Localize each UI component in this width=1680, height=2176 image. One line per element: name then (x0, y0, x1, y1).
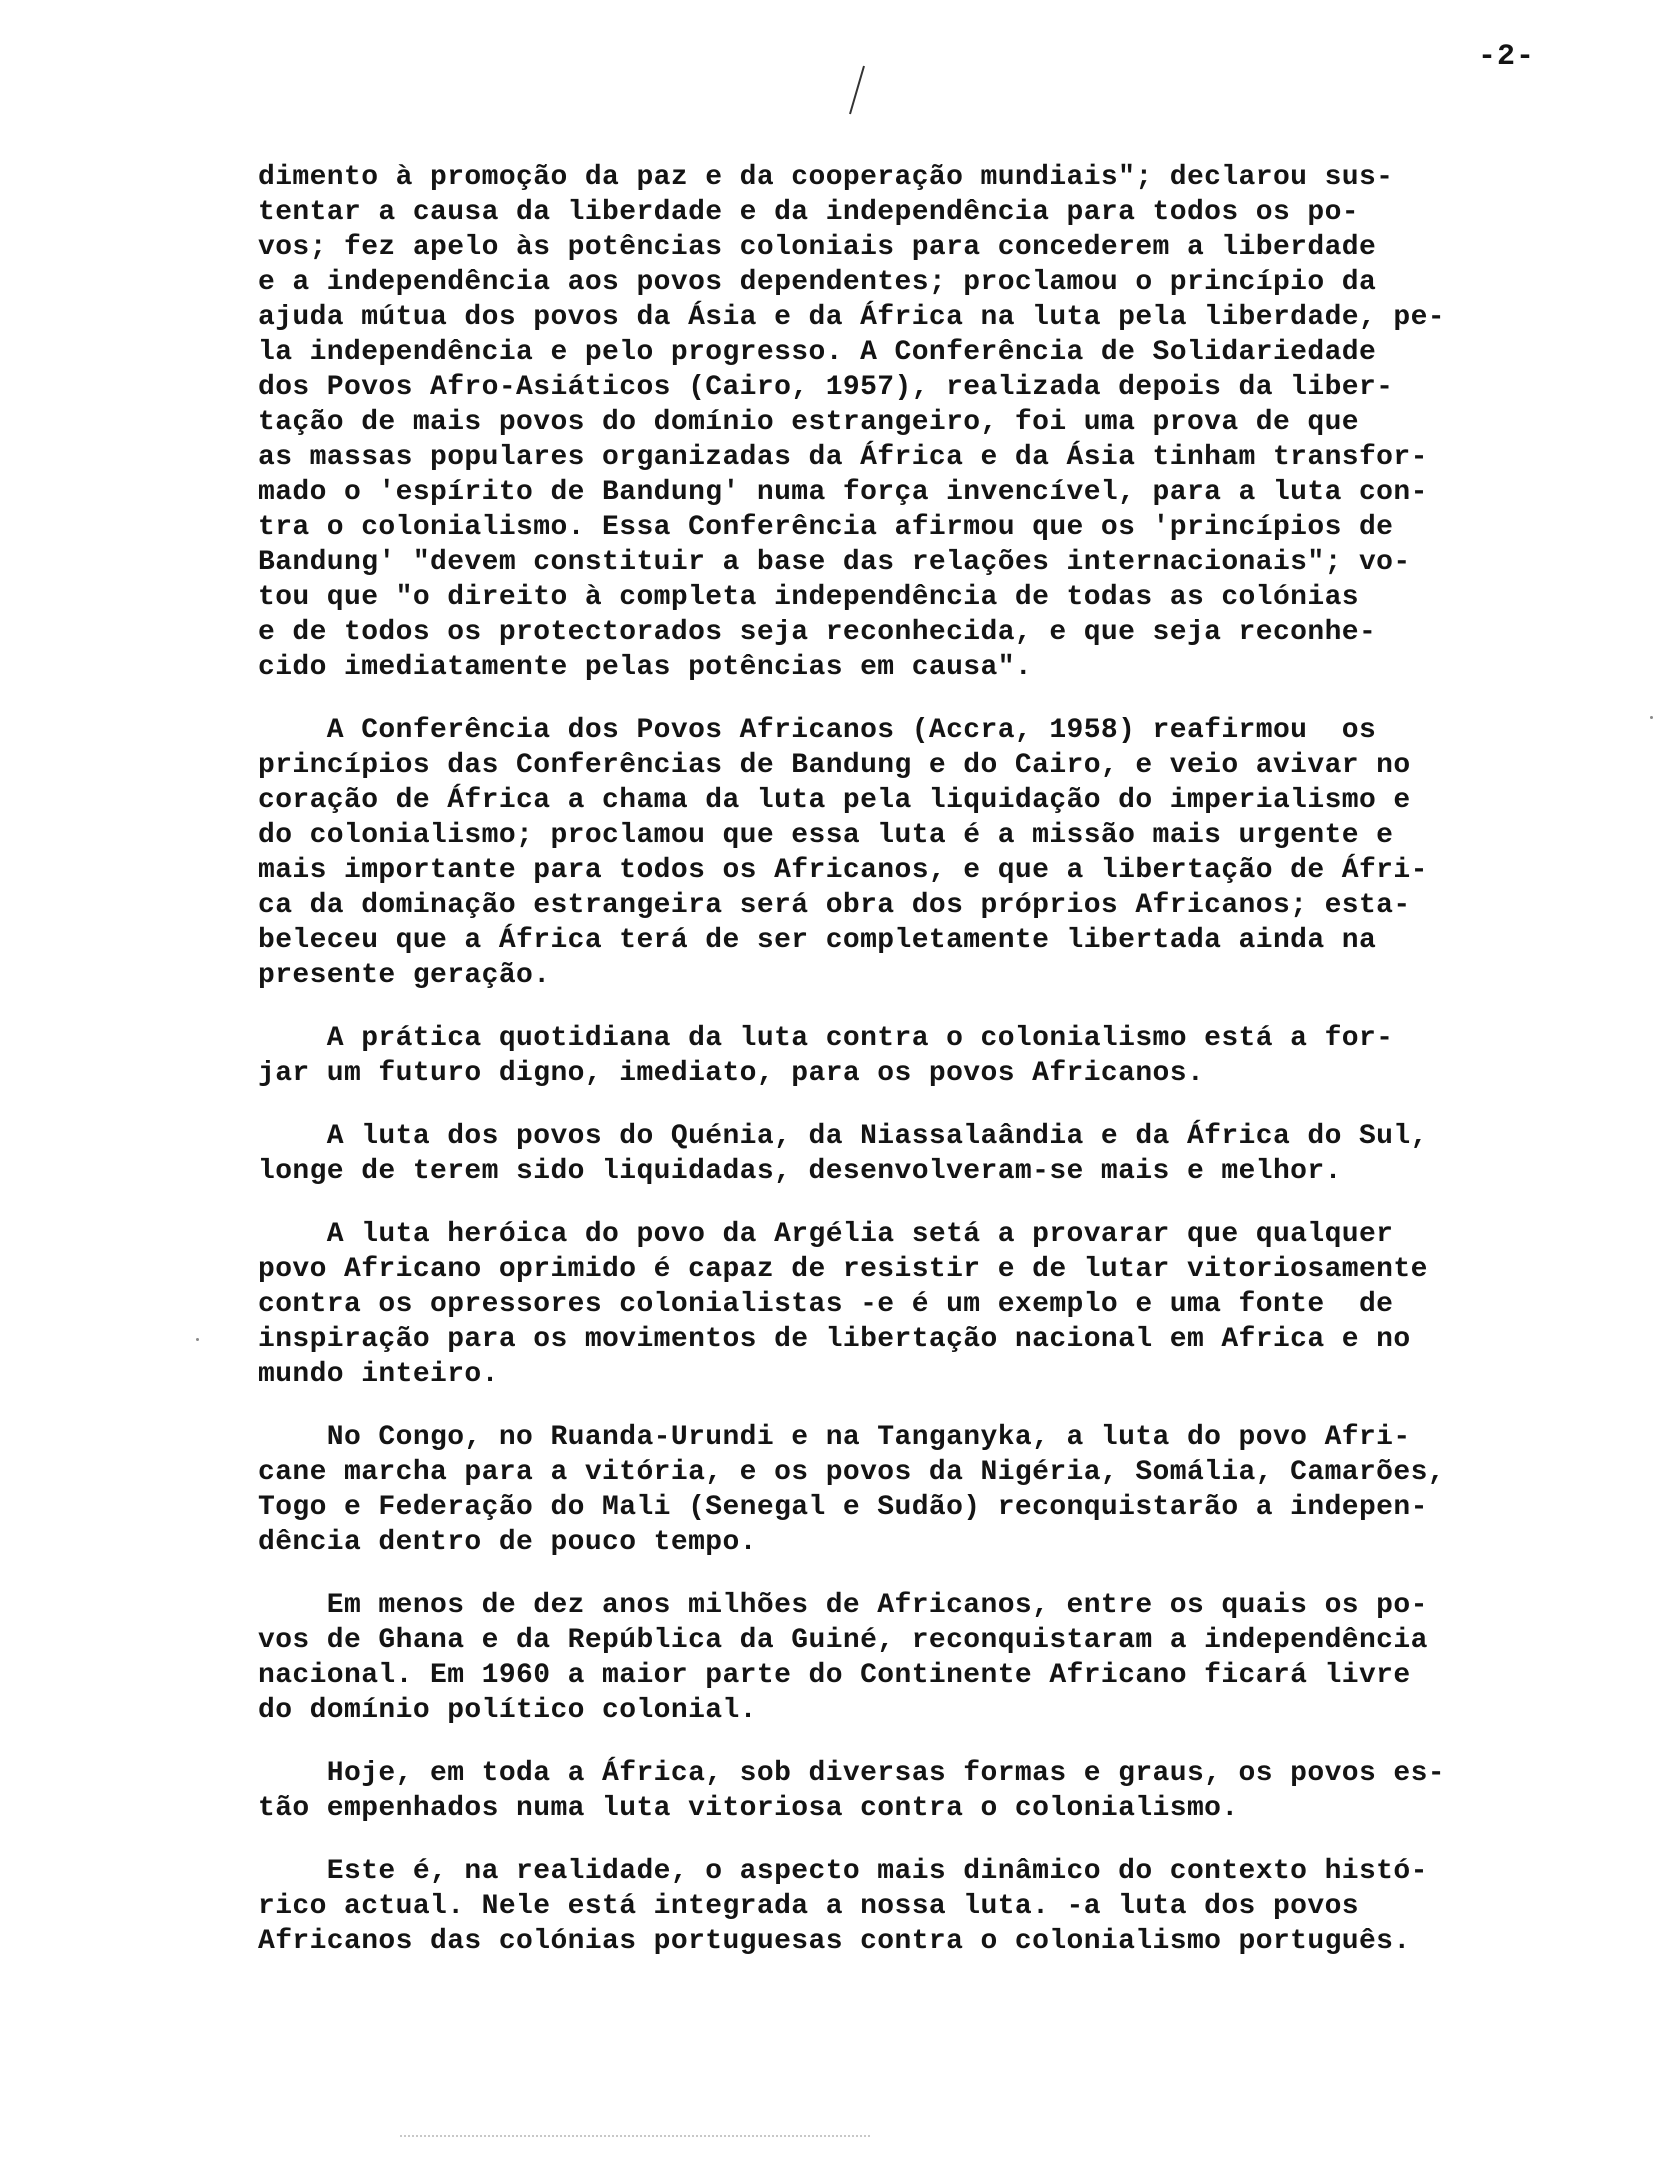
paragraph (258, 1588, 1658, 1728)
text-line: dimento à promoção da paz e da cooperação mundiais"; declarou sus- (258, 162, 1394, 193)
text-line: mais importante para todos os Africanos, e que a libertação de Áfri- (258, 855, 1428, 886)
text-line: tão empenhados numa luta vitoriosa contra o colonialismo. (258, 1793, 1239, 1824)
typed-document-body (258, 160, 1658, 1987)
text-line: beleceu que a África terá de ser completamente libertada ainda na (258, 925, 1377, 956)
text-line: rico actual. Nele está integrada a nossa luta. -a luta dos povos (258, 1891, 1359, 1922)
paragraph (258, 713, 1658, 993)
text-line: mado o 'espírito de Bandung' numa força invencível, para a luta con- (258, 477, 1428, 508)
text-line: povo Africano oprimido é capaz de resistir e de lutar vitoriosamente (258, 1254, 1428, 1285)
text-line: Africanos das colónias portuguesas contra o colonialismo português. (258, 1926, 1411, 1957)
pen-slash-mark (848, 64, 866, 116)
paragraph (258, 1119, 1658, 1189)
text-line: princípios das Conferências de Bandung e do Cairo, e veio avivar no (258, 750, 1411, 781)
text-line: Togo e Federação do Mali (Senegal e Sudão) reconquistarão a indepen- (258, 1492, 1428, 1523)
text-line: tentar a causa da liberdade e da independência para todos os po- (258, 197, 1359, 228)
text-line: e a independência aos povos dependentes; proclamou o princípio da (258, 267, 1377, 298)
paragraph (258, 1217, 1658, 1392)
paragraph (258, 1854, 1658, 1959)
text-line: Este é, na realidade, o aspecto mais dinâmico do contexto histó- (258, 1856, 1428, 1887)
text-line: la independência e pelo progresso. A Conferência de Solidariedade (258, 337, 1377, 368)
text-line: nacional. Em 1960 a maior parte do Continente Africano ficará livre (258, 1660, 1411, 1691)
text-line: vos; fez apelo às potências coloniais para concederem a liberdade (258, 232, 1377, 263)
text-line: do domínio político colonial. (258, 1695, 757, 1726)
paragraph (258, 1756, 1658, 1826)
paragraph (258, 1021, 1658, 1091)
text-line: e de todos os protectorados seja reconhecida, e que seja reconhe- (258, 617, 1377, 648)
text-line: Hoje, em toda a África, sob diversas formas e graus, os povos es- (258, 1758, 1445, 1789)
text-line: inspiração para os movimentos de libertação nacional em Africa e no (258, 1324, 1411, 1355)
scan-noise-line (400, 2135, 870, 2139)
text-line: A luta dos povos do Quénia, da Niassalaândia e da África do Sul, (258, 1121, 1428, 1152)
text-line: cido imediatamente pelas potências em causa". (258, 652, 1033, 683)
text-line: dência dentro de pouco tempo. (258, 1527, 757, 1558)
text-line: do colonialismo; proclamou que essa luta é a missão mais urgente e (258, 820, 1394, 851)
text-line: jar um futuro digno, imediato, para os povos Africanos. (258, 1058, 1205, 1089)
text-line: as massas populares organizadas da África e da Ásia tinham transfor- (258, 442, 1428, 473)
text-line: tou que "o direito à completa independência de todas as colónias (258, 582, 1359, 613)
text-line: No Congo, no Ruanda-Urundi e na Tanganyka, a luta do povo Afri- (258, 1422, 1411, 1453)
paragraph (258, 1420, 1658, 1560)
text-line: tação de mais povos do domínio estrangeiro, foi uma prova de que (258, 407, 1359, 438)
page-number: -2- (1478, 40, 1536, 74)
text-line: dos Povos Afro-Asiáticos (Cairo, 1957), realizada depois da liber- (258, 372, 1394, 403)
text-line: A Conferência dos Povos Africanos (Accra, 1958) reafirmou os (258, 715, 1377, 746)
text-line: vos de Ghana e da República da Guiné, reconquistaram a independência (258, 1625, 1428, 1656)
text-line: Bandung' "devem constituir a base das relações internacionais"; vo- (258, 547, 1411, 578)
text-line: A prática quotidiana da luta contra o colonialismo está a for- (258, 1023, 1394, 1054)
text-line: A luta heróica do povo da Argélia setá a provarar que qualquer (258, 1219, 1394, 1250)
text-line: cane marcha para a vitória, e os povos da Nigéria, Somália, Camarões, (258, 1457, 1445, 1488)
text-line: ca da dominação estrangeira será obra dos próprios Africanos; esta- (258, 890, 1411, 921)
text-line: coração de África a chama da luta pela liquidação do imperialismo e (258, 785, 1411, 816)
text-line: mundo inteiro. (258, 1359, 499, 1390)
text-line: contra os opressores colonialistas -e é um exemplo e uma fonte de (258, 1289, 1394, 1320)
scan-speck (196, 1338, 199, 1341)
text-line: ajuda mútua dos povos da Ásia e da África na luta pela liberdade, pe- (258, 302, 1445, 333)
text-line: tra o colonialismo. Essa Conferência afirmou que os 'princípios de (258, 512, 1394, 543)
paragraph (258, 160, 1658, 685)
text-line: presente geração. (258, 960, 551, 991)
text-line: longe de terem sido liquidadas, desenvolveram-se mais e melhor. (258, 1156, 1342, 1187)
text-line: Em menos de dez anos milhões de Africanos, entre os quais os po- (258, 1590, 1428, 1621)
scan-speck (1650, 716, 1653, 719)
